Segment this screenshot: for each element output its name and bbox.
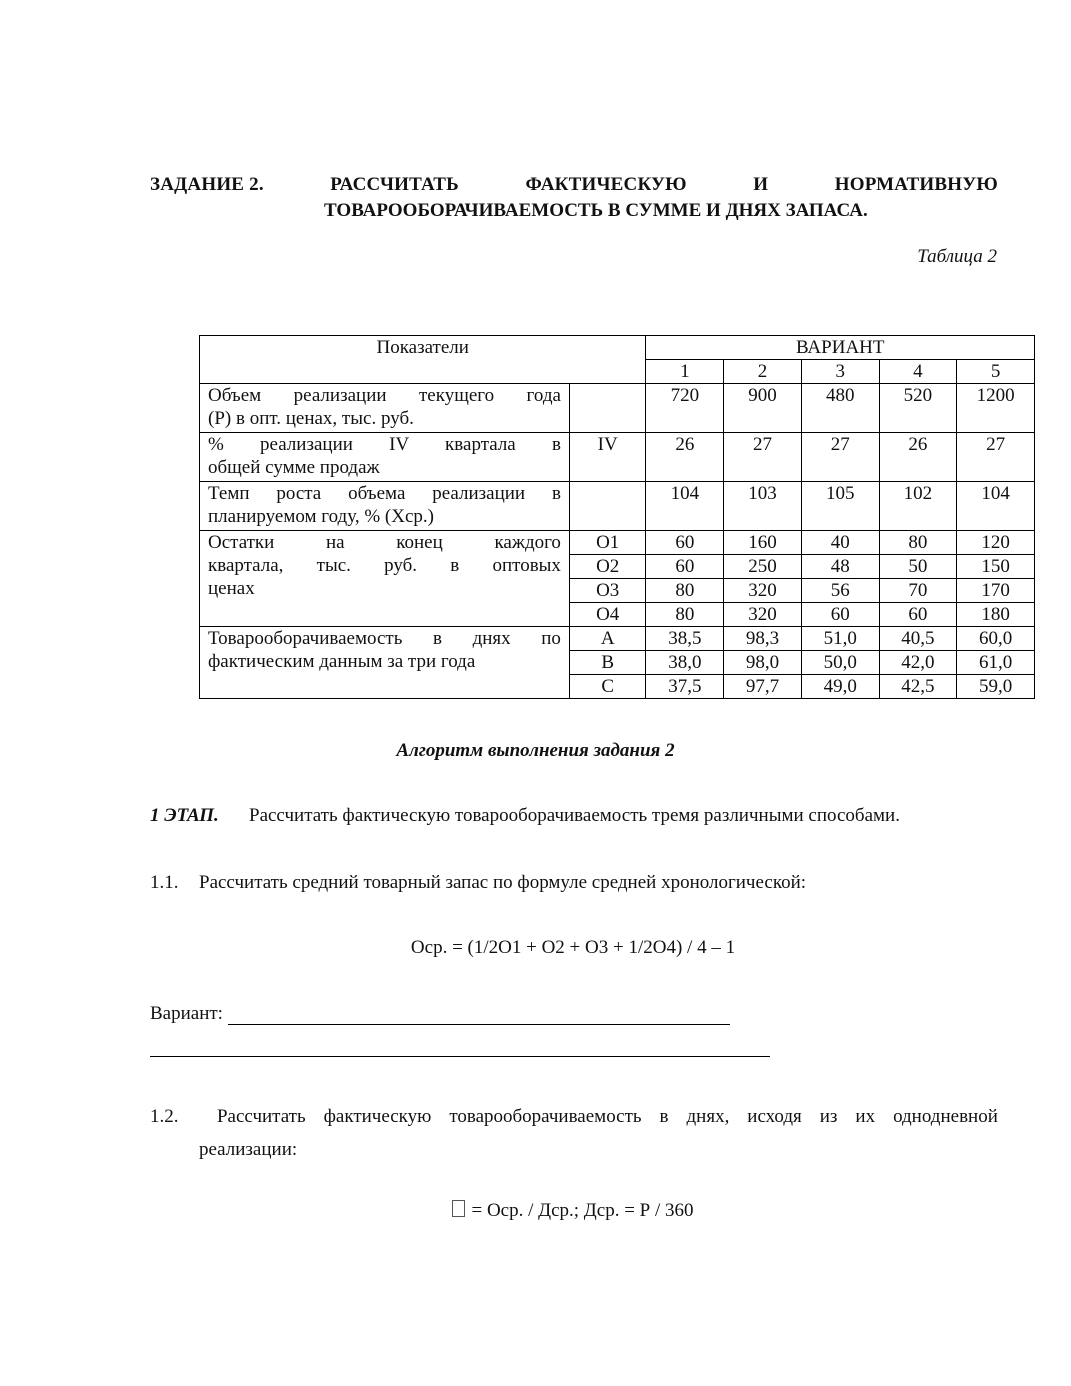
- cell-value: 104: [957, 482, 1035, 531]
- header-variant: ВАРИАНТ: [646, 336, 1035, 360]
- cell-value: 160: [724, 531, 802, 555]
- row-label: [200, 627, 570, 699]
- cell-value: 60: [879, 603, 957, 627]
- cell-value: 80: [646, 603, 724, 627]
- cell-value: 103: [724, 482, 802, 531]
- row-label-line: ценах: [208, 578, 255, 599]
- row-label-line: % реализации IV квартала в: [208, 434, 561, 455]
- cell-value: 27: [724, 433, 802, 482]
- row-code: [569, 482, 646, 531]
- step-word: Рассчитать: [216, 1106, 306, 1127]
- step-word: их: [855, 1106, 876, 1127]
- variant-number: 1: [646, 360, 724, 384]
- cell-value: 80: [879, 531, 957, 555]
- cell-value: 520: [879, 384, 957, 433]
- stage-label: 1 ЭТАП.: [150, 805, 219, 826]
- row-code: О4: [569, 603, 646, 627]
- heading-word: ФАКТИЧЕСКУЮ: [525, 174, 687, 195]
- heading-word: И: [753, 174, 769, 195]
- table-row: [200, 384, 1035, 433]
- step-word: днях,: [686, 1106, 730, 1127]
- row-label-line: планируемом году, % (Хср.): [208, 506, 434, 527]
- row-label: [200, 384, 570, 433]
- formula-turnover-days: [0, 1200, 1071, 1222]
- cell-value: 61,0: [957, 651, 1035, 675]
- row-code: О3: [569, 579, 646, 603]
- cell-value: 37,5: [646, 675, 724, 699]
- answer-line[interactable]: [228, 1004, 730, 1025]
- row-label-line: Остатки на конец каждого: [208, 532, 561, 553]
- cell-value: 320: [724, 579, 802, 603]
- row-label-line: Темп роста объема реализации в: [208, 483, 561, 504]
- step-word: из: [819, 1106, 838, 1127]
- cell-value: 60: [646, 531, 724, 555]
- cell-value: 60: [801, 603, 879, 627]
- row-code: О1: [569, 531, 646, 555]
- row-code: А: [569, 627, 646, 651]
- cell-value: 720: [646, 384, 724, 433]
- row-label-line: общей сумме продаж: [208, 457, 380, 478]
- step-text-line: [150, 1100, 998, 1133]
- cell-value: 70: [879, 579, 957, 603]
- step-1-2: [150, 1100, 998, 1166]
- cell-value: 38,0: [646, 651, 724, 675]
- cell-value: 40,5: [879, 627, 957, 651]
- cell-value: 26: [879, 433, 957, 482]
- heading-word: РАССЧИТАТЬ: [330, 174, 459, 195]
- heading-word: ЗАДАНИЕ 2.: [150, 174, 264, 195]
- cell-value: 60: [646, 555, 724, 579]
- variant-number: 2: [724, 360, 802, 384]
- cell-value: 27: [957, 433, 1035, 482]
- cell-value: 480: [801, 384, 879, 433]
- cell-value: 27: [801, 433, 879, 482]
- step-1-1: [150, 872, 806, 894]
- row-code: О2: [569, 555, 646, 579]
- header-indicators: Показатели: [200, 336, 646, 384]
- cell-value: 56: [801, 579, 879, 603]
- variant-number: 4: [879, 360, 957, 384]
- cell-value: 150: [957, 555, 1035, 579]
- step-text: Рассчитать средний товарный запас по формуле средней хронологической:: [199, 872, 807, 893]
- table-header-row: [200, 336, 1035, 360]
- missing-glyph-icon: [452, 1200, 465, 1217]
- row-label-line: квартала, тыс. руб. в оптовых: [208, 555, 561, 576]
- row-label-line: (Р) в опт. ценах, тыс. руб.: [208, 408, 414, 429]
- row-label-line: Товарооборачиваемость в днях по: [208, 628, 561, 649]
- cell-value: 120: [957, 531, 1035, 555]
- row-code: В: [569, 651, 646, 675]
- stage-1: [150, 805, 900, 827]
- cell-value: 51,0: [801, 627, 879, 651]
- cell-value: 98,3: [724, 627, 802, 651]
- cell-value: 40: [801, 531, 879, 555]
- cell-value: 80: [646, 579, 724, 603]
- row-label-line: Объем реализации текущего года: [208, 385, 561, 406]
- step-word: товарооборачиваемость: [449, 1106, 642, 1127]
- task-heading-line2: ТОВАРООБОРАЧИВАЕМОСТЬ В СУММЕ И ДНЯХ ЗАПАСА.: [324, 200, 868, 221]
- cell-value: 320: [724, 603, 802, 627]
- cell-value: 60,0: [957, 627, 1035, 651]
- step-word: однодневной: [893, 1106, 998, 1127]
- table-row: [200, 433, 1035, 482]
- step-number: 1.1.: [150, 872, 179, 893]
- cell-value: 170: [957, 579, 1035, 603]
- table-row: [200, 482, 1035, 531]
- row-label-line: фактическим данным за три года: [208, 651, 476, 672]
- cell-value: 900: [724, 384, 802, 433]
- heading-word: НОРМАТИВНУЮ: [834, 174, 998, 195]
- cell-value: 102: [879, 482, 957, 531]
- table-caption: Таблица 2: [917, 246, 997, 267]
- cell-value: 250: [724, 555, 802, 579]
- cell-value: 42,0: [879, 651, 957, 675]
- cell-value: 26: [646, 433, 724, 482]
- step-word: в: [659, 1106, 669, 1127]
- formula-text: = Оср. / Дср.; Дср. = Р / 360: [471, 1200, 694, 1221]
- cell-value: 48: [801, 555, 879, 579]
- cell-value: 50,0: [801, 651, 879, 675]
- formula-average-stock: Оср. = (1/2О1 + О2 + О3 + 1/2О4) / 4 – 1: [410, 937, 736, 958]
- algorithm-title: Алгоритм выполнения задания 2: [396, 740, 675, 761]
- step-word: фактическую: [323, 1106, 432, 1127]
- row-code: С: [569, 675, 646, 699]
- cell-value: 97,7: [724, 675, 802, 699]
- cell-value: 59,0: [957, 675, 1035, 699]
- cell-value: 38,5: [646, 627, 724, 651]
- step-number: 1.2.: [150, 1106, 179, 1127]
- cell-value: 180: [957, 603, 1035, 627]
- cell-value: 1200: [957, 384, 1035, 433]
- step-text-line: реализации:: [199, 1139, 298, 1160]
- variant-number: 5: [957, 360, 1035, 384]
- variant-label: Вариант:: [150, 1003, 223, 1024]
- row-code: IV: [569, 433, 646, 482]
- variant-number: 3: [801, 360, 879, 384]
- row-code: [569, 384, 646, 433]
- stage-text: Рассчитать фактическую товарооборачиваемость тремя различными способами.: [249, 805, 900, 826]
- cell-value: 104: [646, 482, 724, 531]
- row-label: [200, 433, 570, 482]
- cell-value: 50: [879, 555, 957, 579]
- cell-value: 105: [801, 482, 879, 531]
- step-word: исходя: [747, 1106, 802, 1127]
- answer-line[interactable]: [150, 1056, 770, 1057]
- cell-value: 42,5: [879, 675, 957, 699]
- table-row: [200, 627, 1035, 651]
- table-row: [200, 531, 1035, 555]
- variants-table: [199, 335, 1035, 699]
- variant-answer: [150, 1003, 730, 1025]
- cell-value: 98,0: [724, 651, 802, 675]
- row-label: [200, 482, 570, 531]
- task-heading-line1: [150, 174, 998, 196]
- cell-value: 49,0: [801, 675, 879, 699]
- row-label: [200, 531, 570, 627]
